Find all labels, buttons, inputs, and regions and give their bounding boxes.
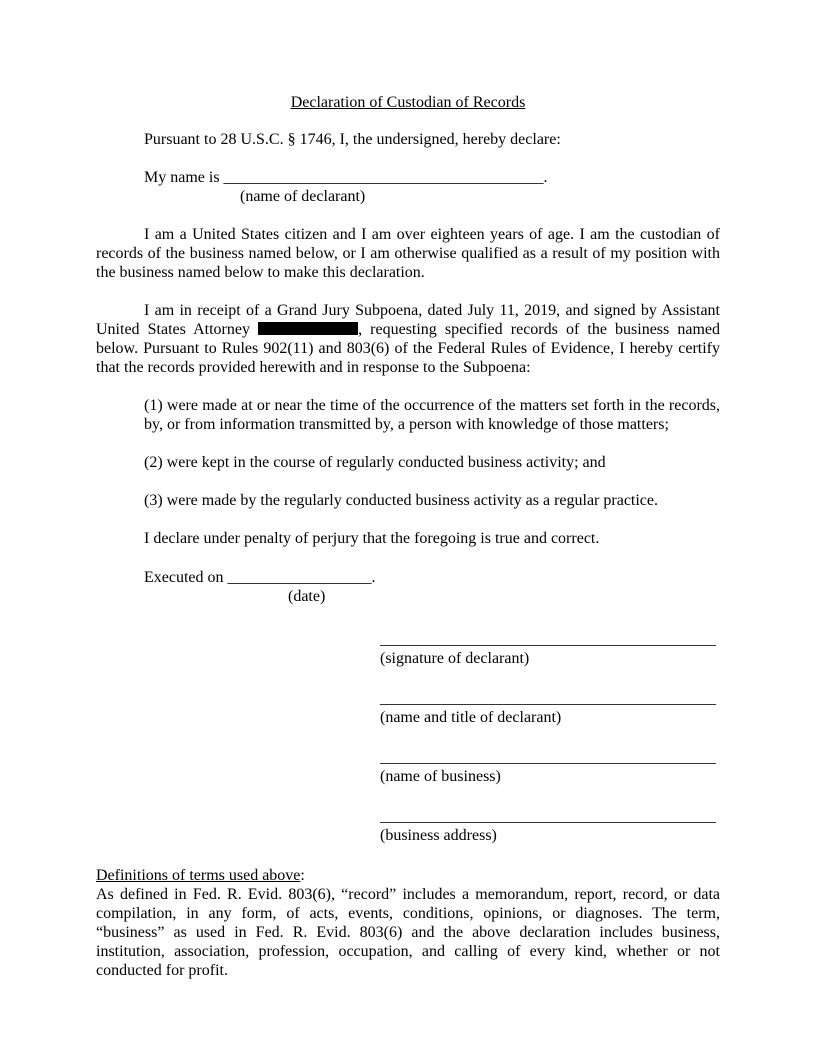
redaction-box bbox=[258, 322, 358, 335]
document-title-text: Declaration of Custodian of Records bbox=[290, 94, 526, 111]
paragraph-pursuant-text: Pursuant to 28 U.S.C. § 1746, I, the undersigned, hereby declare: bbox=[144, 131, 561, 149]
list-item-2: (2) were kept in the course of regularly conducted business activity; and bbox=[144, 454, 606, 472]
signature-block-item bbox=[380, 630, 720, 668]
name-title-line: __________________________________________ bbox=[380, 689, 716, 707]
list-item-3: (3) were made by the regularly conducted business activity as a regular practice. bbox=[144, 492, 659, 510]
definitions-body: As defined in Fed. R. Evid. 803(6), “record” includes a memorandum, report, record, or data compilation, in any form, of acts, events, conditions, opinions, or diagnoses. The term, “business” as used in Fed. R. Evid. 803(6) and the above declaration includes business, institution, association, profession, occupation, and calling of every kind, whether or not conducted for profit. bbox=[96, 885, 720, 979]
signature-line: __________________________________________ bbox=[380, 630, 716, 648]
signature-block-item bbox=[380, 689, 720, 727]
paragraph-receipt bbox=[96, 301, 720, 377]
paragraph-pursuant bbox=[96, 130, 720, 149]
business-address-caption: (business address) bbox=[380, 826, 497, 844]
paragraph-name bbox=[96, 168, 720, 187]
date-caption: (date) bbox=[288, 587, 326, 605]
signature-caption: (signature of declarant) bbox=[380, 649, 530, 667]
definitions-section bbox=[96, 866, 720, 980]
business-address-line: __________________________________________ bbox=[380, 807, 716, 825]
executed-label: Executed on bbox=[144, 568, 228, 586]
name-blank: ________________________________________. bbox=[223, 169, 548, 187]
receipt-text-before: I am in receipt of a Grand Jury Subpoena, dated July 11, 2019, and signed by Assistant United States Attorney bbox=[96, 302, 720, 339]
name-title-caption: (name and title of declarant) bbox=[380, 708, 562, 726]
name-label: My name is bbox=[144, 169, 224, 187]
document-title bbox=[96, 93, 720, 112]
signature-block-item bbox=[380, 807, 720, 845]
paragraph-executed bbox=[96, 568, 720, 587]
paragraph-citizenship: I am a United States citizen and I am over eighteen years of age. I am the custodian of records of the business named below, or I am otherwise qualified as a result of my position with the business named below to make this declaration. bbox=[96, 226, 720, 282]
definitions-heading-colon: : bbox=[300, 866, 305, 884]
name-caption: (name of declarant) bbox=[240, 188, 366, 206]
definitions-heading bbox=[96, 866, 720, 885]
definitions-heading-text: Definitions of terms used above bbox=[96, 866, 301, 884]
date-blank: __________________. bbox=[227, 568, 376, 586]
receipt-text-after: , requesting specified records of the business named below. Pursuant to Rules 902(11) and 803(6) of the Federal Rules of Evidence, I hereby certify that the records provided herewith and in response to the Subpoena: bbox=[96, 321, 720, 377]
business-name-line: __________________________________________ bbox=[380, 748, 716, 766]
business-name-caption: (name of business) bbox=[380, 767, 501, 785]
signature-block bbox=[380, 630, 720, 845]
signature-block-item bbox=[380, 748, 720, 786]
paragraph-declaration: I declare under penalty of perjury that the foregoing is true and correct. bbox=[144, 530, 600, 548]
list-item-1: (1) were made at or near the time of the occurrence of the matters set forth in the records, by, or from information transmitted by, a person with knowledge of those matters; bbox=[144, 397, 720, 434]
